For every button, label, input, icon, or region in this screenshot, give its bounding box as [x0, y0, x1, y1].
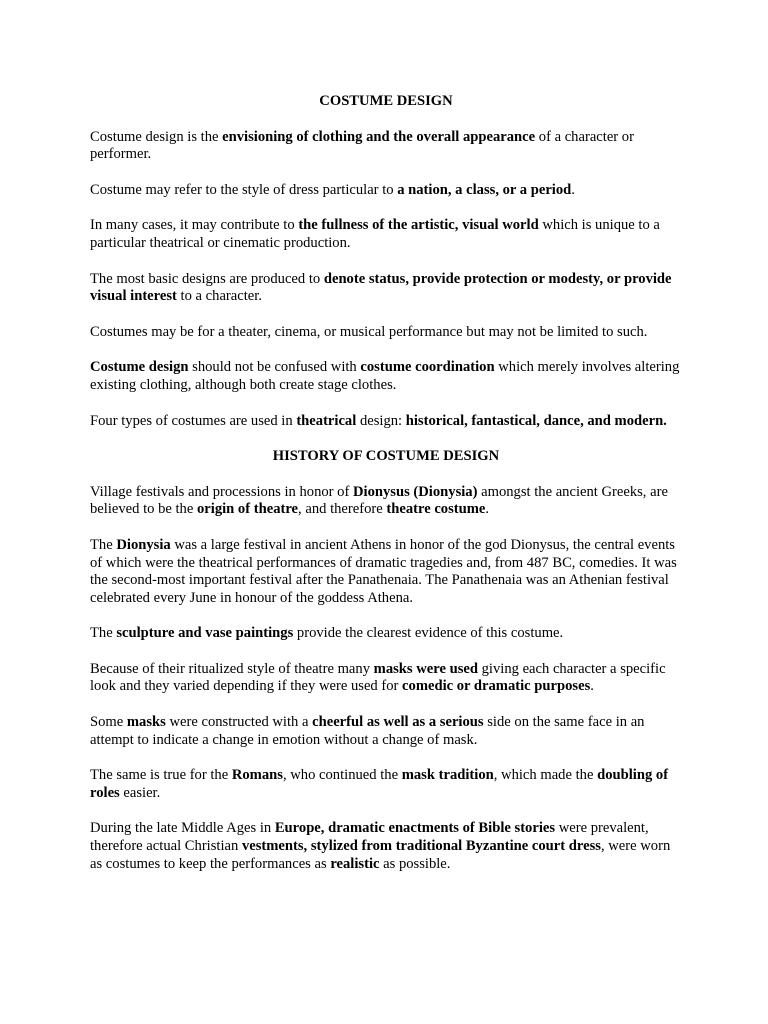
paragraph	[90, 625, 682, 643]
bold-text: masks	[126, 714, 166, 731]
paragraph	[90, 820, 682, 873]
paragraph	[90, 767, 682, 802]
text-run: was a large festival in ancient Athens in honor of the god Dionysus, the central events of which were the theatrical performances of dramatic tragedies and, from 487 BC, comedies. It was the second-most important festival after the Panathenaia. The Panathenaia was an Athenian festival celebrated every June in honour of the goddess Athena.	[90, 536, 677, 606]
bold-text: the fullness of the artistic, visual world	[298, 217, 539, 234]
bold-text: origin of theatre	[196, 501, 299, 518]
text-run: giving each character a specific look and they varied depending if they were used for	[90, 660, 666, 695]
paragraph	[90, 359, 682, 394]
paragraph	[90, 661, 682, 696]
paragraph	[90, 413, 682, 431]
text-run: easier.	[119, 784, 161, 801]
text-run: side on the same face in an attempt to indicate a change in emotion without a change of mask.	[90, 714, 645, 748]
text-run: , who continued the	[282, 767, 402, 784]
bold-text: Dionysus (Dionysia)	[352, 483, 478, 500]
paragraph	[90, 271, 682, 306]
text-run: .	[590, 678, 594, 695]
bold-text: mask tradition	[401, 767, 494, 784]
text-run: provide the clearest evidence of this costume.	[293, 625, 564, 642]
intro-section	[90, 129, 682, 431]
section-title: HISTORY OF COSTUME DESIGN	[272, 448, 500, 465]
text-run: , which made the	[493, 767, 598, 784]
text-run: The same is true for the	[90, 767, 232, 784]
bold-text: Costume design	[90, 359, 189, 376]
bold-text: denote status, provide protection or modesty, or provide visual interest	[90, 270, 672, 305]
text-run: which is unique to a particular theatrical or cinematic production.	[90, 217, 660, 251]
bold-text: theatre costume	[386, 501, 486, 518]
bold-text: realistic	[330, 855, 380, 872]
bold-text: envisioning of clothing and the overall appearance	[222, 128, 536, 145]
text-run: The	[90, 536, 117, 553]
text-run: as possible.	[379, 855, 451, 872]
document-title: COSTUME DESIGN	[319, 93, 453, 109]
bold-text: doubling of roles	[90, 767, 669, 801]
text-run: Costumes may be for a theater, cinema, or musical performance but may not be limited to such.	[90, 323, 648, 340]
text-run: which merely involves altering existing clothing, although both create stage clothes.	[90, 359, 680, 393]
history-section	[90, 484, 682, 874]
text-run: design:	[356, 412, 406, 429]
bold-text: cheerful as well as a serious	[312, 714, 484, 731]
text-run: Some	[90, 714, 127, 731]
text-run: .	[571, 181, 575, 198]
text-run: of a character or performer.	[90, 128, 634, 163]
text-run: In many cases, it may contribute to	[90, 217, 299, 234]
bold-text: masks were used	[373, 660, 478, 677]
text-run: The	[90, 625, 117, 642]
text-run: were constructed with a	[165, 714, 313, 731]
text-run: Costume design is the	[90, 128, 223, 145]
paragraph	[90, 537, 682, 607]
bold-text: Europe, dramatic enactments of Bible stories	[274, 820, 556, 837]
text-run: , and therefore	[298, 501, 387, 518]
text-run: Costume may refer to the style of dress particular to	[90, 181, 398, 198]
text-run: to a character.	[176, 288, 262, 305]
paragraph	[90, 324, 682, 342]
paragraph	[90, 129, 682, 164]
bold-text: theatrical	[296, 412, 357, 429]
bold-text: vestments, stylized from traditional Byzantine court dress	[241, 838, 601, 855]
text-run: were prevalent, therefore actual Christian	[90, 820, 649, 855]
paragraph	[90, 217, 682, 252]
text-run: Because of their ritualized style of theatre many	[90, 660, 374, 677]
text-run: should not be confused with	[188, 359, 361, 376]
paragraph	[90, 182, 682, 200]
paragraph	[90, 484, 682, 519]
text-run: Four types of costumes are used in	[90, 412, 297, 429]
text-run: During the late Middle Ages in	[90, 820, 275, 837]
bold-text: comedic or dramatic purposes	[402, 678, 591, 695]
bold-text: costume coordination	[360, 359, 495, 376]
bold-text: a nation, a class, or a period	[397, 181, 572, 198]
paragraph	[90, 714, 682, 749]
text-run: amongst the ancient Greeks, are believed to be the	[90, 483, 668, 518]
bold-text: sculpture and vase paintings	[116, 625, 294, 642]
text-run: , were worn as costumes to keep the performances as	[90, 838, 671, 872]
text-run: Village festivals and processions in honor of	[90, 483, 353, 500]
bold-text: Dionysia	[116, 536, 171, 553]
bold-text: historical, fantastical, dance, and modern.	[405, 412, 667, 429]
document-body	[90, 93, 682, 891]
text-run: .	[485, 501, 490, 518]
text-run: The most basic designs are produced to	[90, 270, 324, 287]
bold-text: Romans	[231, 767, 283, 784]
